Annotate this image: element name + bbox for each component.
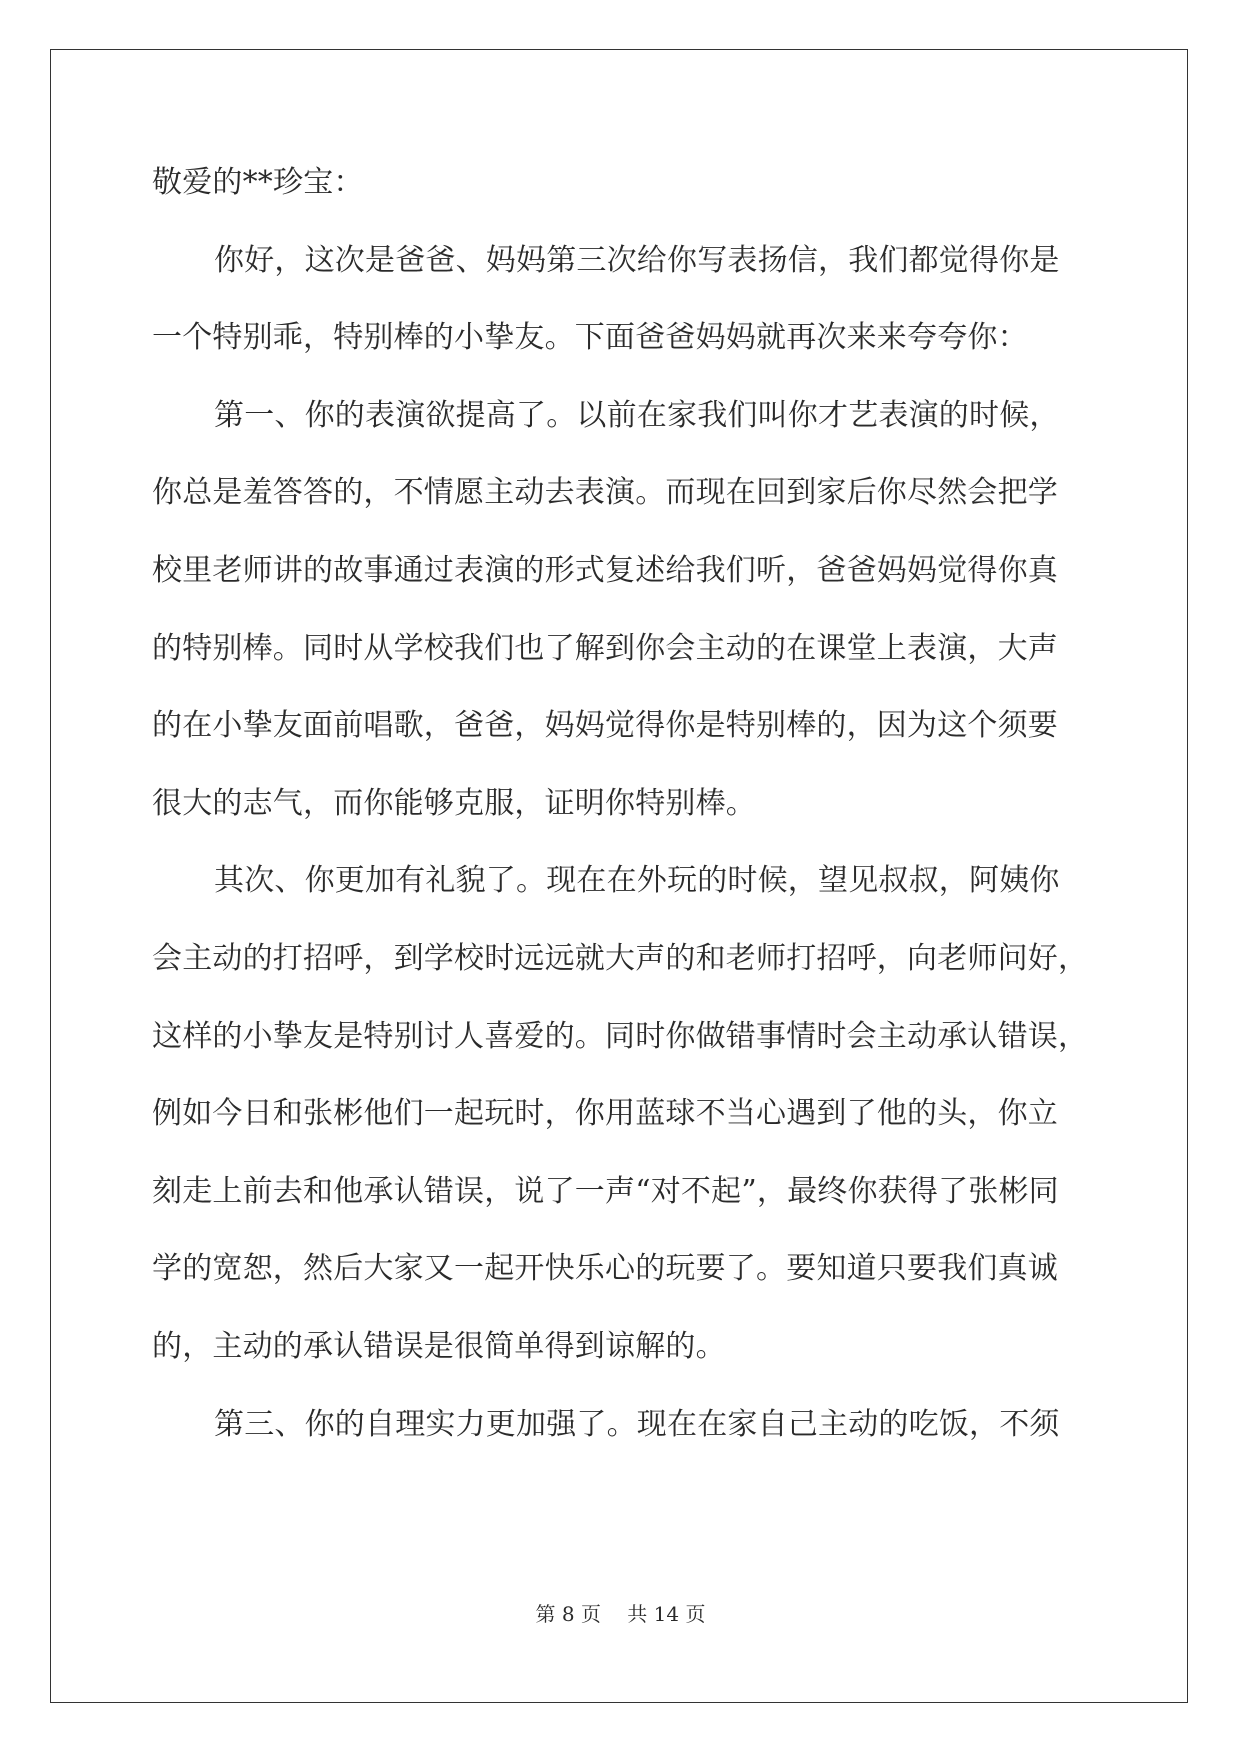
paragraph-line: 第三、你的自理实力更加强了。现在在家自己主动的吃饭，不须 — [214, 1406, 1060, 1442]
paragraph-line: 其次、你更加有礼貌了。现在在外玩的时候，望见叔叔，阿姨你 — [214, 863, 1060, 899]
paragraph-line: 例如今日和张彬他们一起玩时，你用蓝球不当心遇到了他的头，你立 — [152, 1096, 1058, 1132]
paragraph-line: 刻走上前去和他承认错误，说了一声“对不起”，最终你获得了张彬同 — [152, 1173, 1059, 1209]
paragraph-line: 很大的志气，而你能够克服，证明你特别棒。 — [152, 785, 756, 821]
page-footer: 第 8 页 共 14 页 — [535, 1602, 706, 1626]
paragraph-line: 的特别棒。同时从学校我们也了解到你会主动的在课堂上表演，大声 — [152, 630, 1058, 666]
paragraph-line: 会主动的打招呼，到学校时远远就大声的和老师打招呼，向老师问好， — [152, 940, 1089, 976]
paragraph-line: 校里老师讲的故事通过表演的形式复述给我们听，爸爸妈妈觉得你真 — [152, 552, 1058, 588]
paragraph-line: 你好，这次是爸爸、妈妈第三次给你写表扬信，我们都觉得你是 — [214, 242, 1060, 278]
salutation-line: 敬爱的**珍宝： — [152, 165, 364, 200]
paragraph-line: 第一、你的表演欲提高了。以前在家我们叫你才艺表演的时候， — [214, 397, 1060, 433]
paragraph-line: 这样的小挚友是特别讨人喜爱的。同时你做错事情时会主动承认错误， — [152, 1018, 1089, 1054]
paragraph-line: 你总是羞答答的，不情愿主动去表演。而现在回到家后你尽然会把学 — [152, 475, 1058, 511]
paragraph-line: 一个特别乖，特别棒的小挚友。下面爸爸妈妈就再次来来夸夸你： — [152, 320, 1028, 356]
document-body — [152, 158, 1092, 1477]
paragraph-line: 的在小挚友面前唱歌，爸爸，妈妈觉得你是特别棒的，因为这个须要 — [152, 708, 1058, 744]
paragraph-line: 学的宽恕，然后大家又一起开快乐心的玩要了。要知道只要我们真诚 — [152, 1251, 1058, 1287]
paragraph-line: 的，主动的承认错误是很简单得到谅解的。 — [152, 1328, 726, 1364]
